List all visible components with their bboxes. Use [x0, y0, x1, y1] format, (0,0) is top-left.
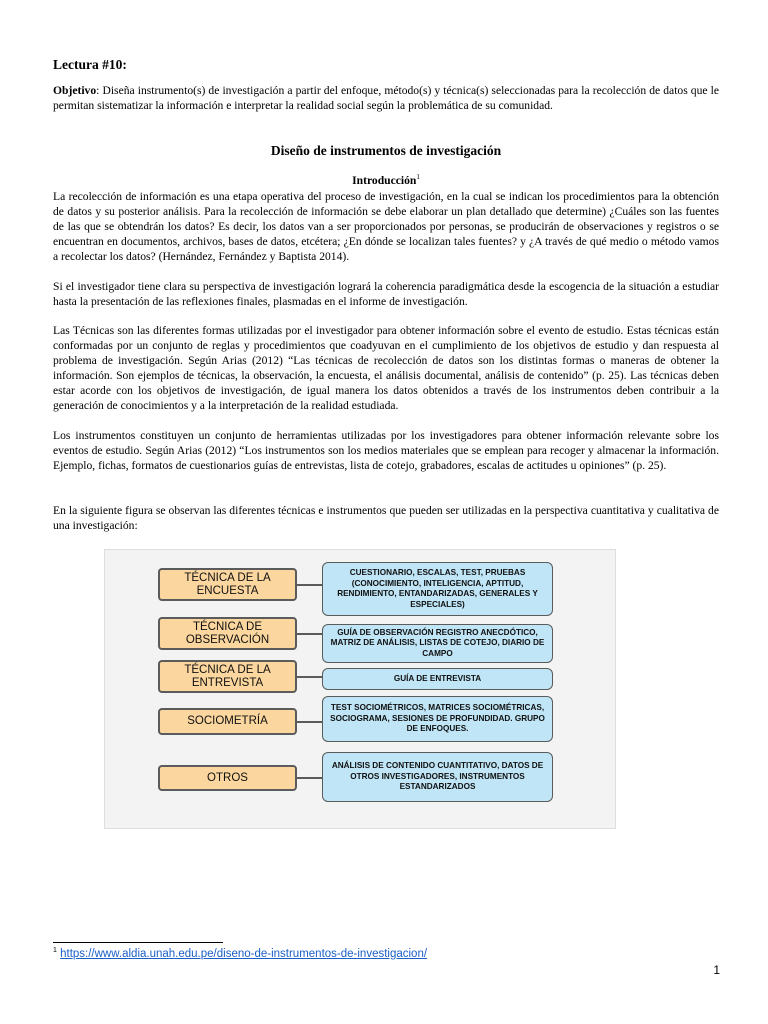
intro-title — [53, 173, 719, 187]
connector-line — [297, 721, 322, 723]
instrument-box-sociometria: TEST SOCIOMÉTRICOS, MATRICES SOCIOMÉTRICAS, SOCIOGRAMA, SESIONES DE PROFUNDIDAD. GRUPO DE ENFOQUES. — [322, 696, 553, 742]
objetivo-label: Objetivo — [53, 84, 97, 97]
connector-line — [297, 676, 322, 678]
paragraph-3: Las Técnicas son las diferentes formas utilizadas por el investigador para obtener información sobre el evento de estudio. Estas técnicas están conformadas por un conjunto de reglas y procedimientos que coadyuvan en el cumplimiento de los objetivos de estudio y dan respuesta al problema de investigación. Según Arias (2012) “Las técnicas de recolección de datos son los distintas formas o maneras de obtener la información. Son ejemplos de técnicas, la observación, la encuesta, el análisis documental, análisis de contenido” (p. 25). Las técnicas deben estar acorde con los objetivos de investigación, de igual manera los datos obtenidos a través de los instrumentos deben contribuir a la generación de conocimientos y a la interpretación de la realidad estudiada. — [53, 324, 719, 412]
technique-box-otros: OTROS — [158, 765, 297, 791]
intro-footnote-mark: 1 — [416, 173, 420, 181]
paragraph-5: En la siguiente figura se observan las diferentes técnicas e instrumentos que pueden ser utilizadas en la perspectiva cuantitativa y cualitativa de una investigación: — [53, 504, 719, 532]
footnote-link[interactable]: https://www.aldia.unah.edu.pe/diseno-de-instrumentos-de-investigacion/ — [60, 947, 428, 960]
paragraph-4: Los instrumentos constituyen un conjunto de herramientas utilizadas por los investigadores para obtener información relevante sobre los eventos de estudio. Según Arias (2012) “Los instrumentos son los medios materiales que se emplean para recoger y almacenar la información. Ejemplo, fichas, formatos de cuestionarios guías de entrevistas, lista de cotejo, grabadores, escalas de actitudes u opiniones” (p. 25). — [53, 429, 719, 472]
technique-box-encuesta: TÉCNICA DE LA ENCUESTA — [158, 568, 297, 601]
footnote-divider — [53, 942, 223, 943]
techniques-instruments-figure — [104, 549, 616, 829]
technique-box-observacion: TÉCNICA DE OBSERVACIÓN — [158, 617, 297, 650]
connector-line — [297, 633, 322, 635]
paragraph-2: Si el investigador tiene clara su perspectiva de investigación logrará la coherencia paradigmática desde la escogencia de la situación a estudiar hasta la presentación de las reflexiones finales, plasmadas en el informe de investigación. — [53, 280, 719, 308]
document-title: Diseño de instrumentos de investigación — [270, 143, 502, 158]
instrument-box-entrevista: GUÍA DE ENTREVISTA — [322, 668, 553, 690]
instrument-box-encuesta: CUESTIONARIO, ESCALAS, TEST, PRUEBAS (CONOCIMIENTO, INTELIGENCIA, APTITUD, RENDIMIENTO, ENTANDARIZADAS, GENERALES Y ESPECIALES) — [322, 562, 553, 616]
footnote-mark: 1 — [53, 947, 57, 954]
footnote — [53, 947, 427, 960]
objetivo-paragraph — [53, 83, 719, 113]
objetivo-text: : Diseña instrumento(s) de investigación a partir del enfoque, método(s) y técnica(s) seleccionadas para la recolección de datos que le permitan sistematizar la información e interpretar la realidad social según la problemática de su comunidad. — [53, 84, 719, 112]
connector-line — [297, 584, 322, 586]
connector-line — [297, 777, 322, 779]
instrument-box-otros: ANÁLISIS DE CONTENIDO CUANTITATIVO, DATOS DE OTROS INVESTIGADORES, INSTRUMENTOS ESTANDARIZADOS — [322, 752, 553, 802]
intro-title-text: Introducción — [352, 173, 417, 187]
instrument-box-observacion: GUÍA DE OBSERVACIÓN REGISTRO ANECDÓTICO, MATRIZ DE ANÁLISIS, LISTAS DE COTEJO, DIARIO DE CAMPO — [322, 624, 553, 663]
page-number: 1 — [713, 963, 720, 977]
technique-box-sociometria: SOCIOMETRÍA — [158, 708, 297, 735]
technique-box-entrevista: TÉCNICA DE LA ENTREVISTA — [158, 660, 297, 693]
lectura-heading: Lectura #10: — [53, 57, 127, 72]
paragraph-1: La recolección de información es una etapa operativa del proceso de investigación, en la cual se indican los procedimientos para la obtención de datos y su posterior análisis. Para la recolección de información se debe elaborar un plan detallado que determine) ¿Cuáles son las fuentes de las que se obtendrán los datos? Es decir, los datos van a ser proporcionados por personas, se producirán de observaciones y registros o se encuentran en documentos, archivos, bases de datos, etcétera; ¿En dónde se localizan tales fuentes? y ¿A través de qué medio o método vamos a recolectar los datos? (Hernández, Fernández y Baptista 2014). — [53, 190, 719, 263]
